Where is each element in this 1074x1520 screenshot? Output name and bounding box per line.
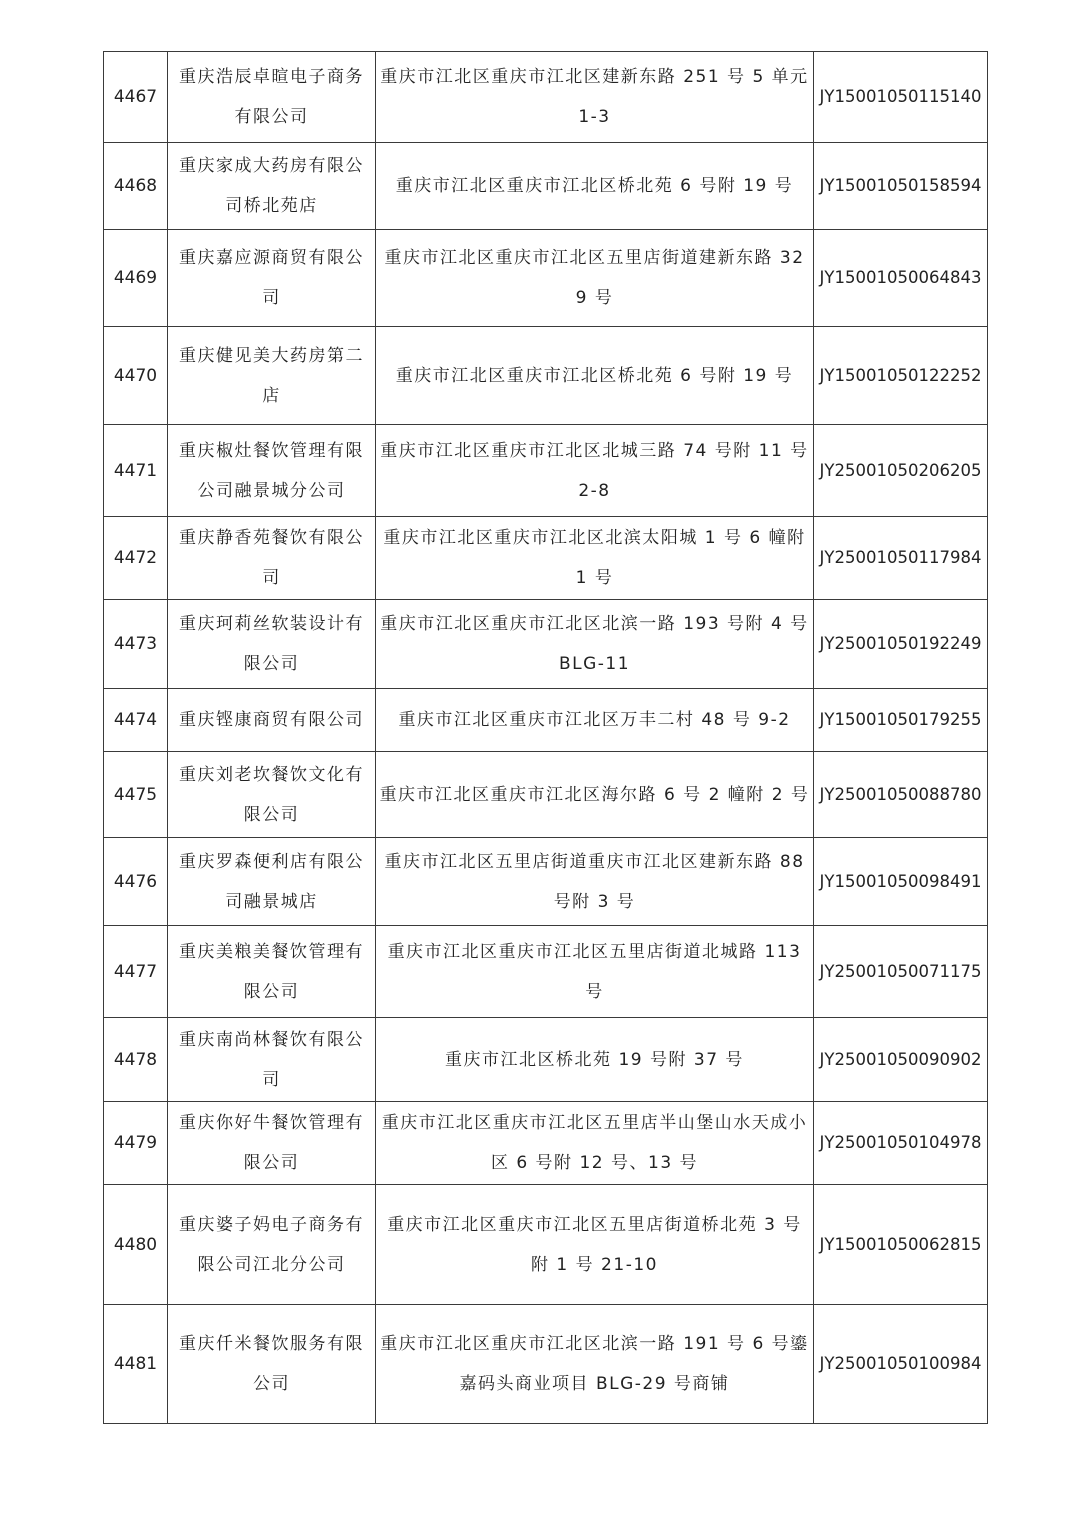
row-number: 4479 bbox=[104, 1102, 168, 1185]
company-name: 重庆铿康商贸有限公司 bbox=[168, 689, 376, 752]
company-address: 重庆市江北区重庆市江北区万丰二村 48 号 9-2 bbox=[376, 689, 814, 752]
license-number: JY15001050122252 bbox=[814, 327, 988, 425]
company-address: 重庆市江北区重庆市江北区桥北苑 6 号附 19 号 bbox=[376, 143, 814, 230]
table-row bbox=[104, 926, 988, 1018]
row-number: 4469 bbox=[104, 230, 168, 327]
table-row bbox=[104, 1185, 988, 1305]
company-address: 重庆市江北区重庆市江北区五里店街道北城路 113 号 bbox=[376, 926, 814, 1018]
company-name: 重庆南尚林餐饮有限公司 bbox=[168, 1018, 376, 1102]
company-name: 重庆健见美大药房第二店 bbox=[168, 327, 376, 425]
company-name: 重庆珂莉丝软装设计有限公司 bbox=[168, 600, 376, 689]
table-row bbox=[104, 425, 988, 517]
table-row bbox=[104, 838, 988, 926]
company-address: 重庆市江北区重庆市江北区桥北苑 6 号附 19 号 bbox=[376, 327, 814, 425]
table-row bbox=[104, 143, 988, 230]
row-number: 4468 bbox=[104, 143, 168, 230]
row-number: 4477 bbox=[104, 926, 168, 1018]
table-row bbox=[104, 1018, 988, 1102]
license-number: JY15001050179255 bbox=[814, 689, 988, 752]
table-row bbox=[104, 600, 988, 689]
table-row bbox=[104, 517, 988, 600]
license-number: JY25001050088780 bbox=[814, 752, 988, 838]
license-number: JY25001050090902 bbox=[814, 1018, 988, 1102]
table-row bbox=[104, 52, 988, 143]
company-address: 重庆市江北区重庆市江北区建新东路 251 号 5 单元 1-3 bbox=[376, 52, 814, 143]
row-number: 4476 bbox=[104, 838, 168, 926]
license-number: JY25001050100984 bbox=[814, 1305, 988, 1424]
row-number: 4474 bbox=[104, 689, 168, 752]
row-number: 4470 bbox=[104, 327, 168, 425]
row-number: 4467 bbox=[104, 52, 168, 143]
license-table bbox=[103, 51, 988, 1424]
row-number: 4472 bbox=[104, 517, 168, 600]
company-name: 重庆婆子妈电子商务有限公司江北分公司 bbox=[168, 1185, 376, 1305]
company-name: 重庆刘老坎餐饮文化有限公司 bbox=[168, 752, 376, 838]
row-number: 4473 bbox=[104, 600, 168, 689]
row-number: 4481 bbox=[104, 1305, 168, 1424]
table-row bbox=[104, 1102, 988, 1185]
company-address: 重庆市江北区重庆市江北区海尔路 6 号 2 幢附 2 号 bbox=[376, 752, 814, 838]
table-row bbox=[104, 752, 988, 838]
company-address: 重庆市江北区重庆市江北区北滨一路 191 号 6 号鎏嘉码头商业项目 BLG-29 号商铺 bbox=[376, 1305, 814, 1424]
company-address: 重庆市江北区重庆市江北区北城三路 74 号附 11 号 2-8 bbox=[376, 425, 814, 517]
row-number: 4480 bbox=[104, 1185, 168, 1305]
company-address: 重庆市江北区重庆市江北区五里店半山堡山水天成小区 6 号附 12 号、13 号 bbox=[376, 1102, 814, 1185]
company-address: 重庆市江北区重庆市江北区北滨一路 193 号附 4 号 BLG-11 bbox=[376, 600, 814, 689]
license-number: JY15001050098491 bbox=[814, 838, 988, 926]
row-number: 4475 bbox=[104, 752, 168, 838]
license-number: JY25001050071175 bbox=[814, 926, 988, 1018]
row-number: 4471 bbox=[104, 425, 168, 517]
company-address: 重庆市江北区五里店街道重庆市江北区建新东路 88 号附 3 号 bbox=[376, 838, 814, 926]
company-address: 重庆市江北区重庆市江北区五里店街道桥北苑 3 号附 1 号 21-10 bbox=[376, 1185, 814, 1305]
license-number: JY15001050064843 bbox=[814, 230, 988, 327]
license-number: JY15001050158594 bbox=[814, 143, 988, 230]
company-name: 重庆静香苑餐饮有限公司 bbox=[168, 517, 376, 600]
company-name: 重庆嘉应源商贸有限公司 bbox=[168, 230, 376, 327]
company-name: 重庆浩辰卓暄电子商务有限公司 bbox=[168, 52, 376, 143]
company-address: 重庆市江北区重庆市江北区五里店街道建新东路 329 号 bbox=[376, 230, 814, 327]
license-number: JY15001050115140 bbox=[814, 52, 988, 143]
company-name: 重庆你好牛餐饮管理有限公司 bbox=[168, 1102, 376, 1185]
table-row bbox=[104, 327, 988, 425]
license-number: JY25001050117984 bbox=[814, 517, 988, 600]
company-name: 重庆椒灶餐饮管理有限公司融景城分公司 bbox=[168, 425, 376, 517]
company-name: 重庆罗森便利店有限公司融景城店 bbox=[168, 838, 376, 926]
table-row bbox=[104, 230, 988, 327]
table-row bbox=[104, 1305, 988, 1424]
license-number: JY25001050206205 bbox=[814, 425, 988, 517]
company-address: 重庆市江北区桥北苑 19 号附 37 号 bbox=[376, 1018, 814, 1102]
company-address: 重庆市江北区重庆市江北区北滨太阳城 1 号 6 幢附 1 号 bbox=[376, 517, 814, 600]
company-name: 重庆仟米餐饮服务有限公司 bbox=[168, 1305, 376, 1424]
row-number: 4478 bbox=[104, 1018, 168, 1102]
table-row bbox=[104, 689, 988, 752]
license-number: JY25001050192249 bbox=[814, 600, 988, 689]
license-number: JY25001050104978 bbox=[814, 1102, 988, 1185]
company-name: 重庆家成大药房有限公司桥北苑店 bbox=[168, 143, 376, 230]
company-name: 重庆美粮美餐饮管理有限公司 bbox=[168, 926, 376, 1018]
license-number: JY15001050062815 bbox=[814, 1185, 988, 1305]
